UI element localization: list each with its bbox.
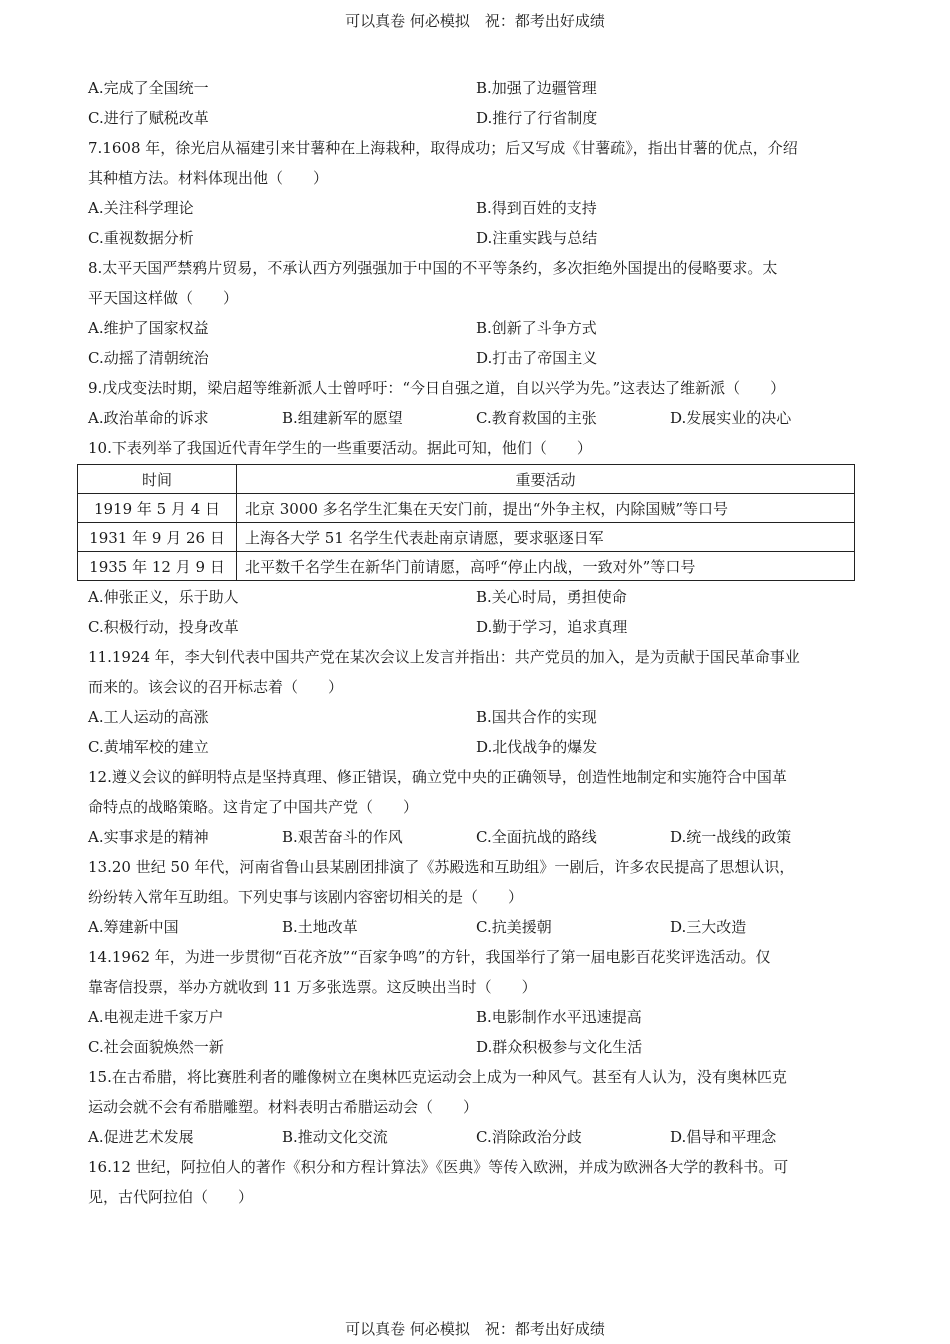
q14-stem-cont: 靠寄信投票，举办方就收到 11 万多张选票。这反映出当时（ ） <box>88 978 537 996</box>
q11-option-c[interactable]: C.黄埔军校的建立 <box>88 738 209 756</box>
q15-stem: 15.在古希腊，将比赛胜利者的雕像树立在奥林匹克运动会上成为一种风气。甚至有人认为，没有奥林匹克 <box>88 1068 787 1086</box>
q14-option-c[interactable]: C.社会面貌焕然一新 <box>88 1038 224 1056</box>
q10-options-row2 <box>88 612 864 642</box>
q8-stem-cont: 平天国这样做（ ） <box>88 289 239 307</box>
q14-option-a[interactable]: A.电视走进千家万户 <box>88 1008 224 1026</box>
q7-option-d[interactable]: D.注重实践与总结 <box>476 229 598 247</box>
page-footer: 可以真卷 何必模拟 祝：都考出好成绩 <box>345 1320 605 1338</box>
table-header-time: 时间 <box>78 465 237 494</box>
q12-option-d[interactable]: D.统一战线的政策 <box>670 828 792 846</box>
q7-options-row2 <box>88 223 864 253</box>
q15-option-b[interactable]: B.推动文化交流 <box>282 1128 388 1146</box>
q10-option-d[interactable]: D.勤于学习，追求真理 <box>476 618 628 636</box>
q10-option-b[interactable]: B.关心时局，勇担使命 <box>476 588 627 606</box>
q10-option-c[interactable]: C.积极行动，投身改革 <box>88 618 239 636</box>
q9-option-c[interactable]: C.教育救国的主张 <box>476 409 597 427</box>
q9-option-a[interactable]: A.政治革命的诉求 <box>88 409 209 427</box>
q10-option-a[interactable]: A.伸张正义，乐于助人 <box>88 588 239 606</box>
q10-activity-table <box>77 464 855 581</box>
page-header: 可以真卷 何必模拟 祝：都考出好成绩 <box>345 12 605 30</box>
q7-stem: 7.1608 年，徐光启从福建引来甘薯种在上海栽种，取得成功；后又写成《甘薯疏》，指出甘薯的优点，介绍 <box>88 139 798 157</box>
q12-option-c[interactable]: C.全面抗战的路线 <box>476 828 597 846</box>
q8-option-b[interactable]: B.创新了斗争方式 <box>476 319 597 337</box>
q11-option-a[interactable]: A.工人运动的高涨 <box>88 708 209 726</box>
q15-options <box>88 1122 864 1152</box>
question-list <box>88 73 864 1212</box>
q7-option-c[interactable]: C.重视数据分析 <box>88 229 194 247</box>
q16-stem-cont: 见，古代阿拉伯（ ） <box>88 1188 254 1206</box>
table-cell-date: 1931 年 9 月 26 日 <box>78 523 237 552</box>
q15-stem-cont: 运动会就不会有希腊雕塑。材料表明古希腊运动会（ ） <box>88 1098 479 1116</box>
q7-options-row1 <box>88 193 864 223</box>
table-cell-activity: 北京 3000 多名学生汇集在天安门前，提出“外争主权，内除国贼”等口号 <box>237 494 855 523</box>
q15-option-a[interactable]: A.促进艺术发展 <box>88 1128 194 1146</box>
q8-option-a[interactable]: A.维护了国家权益 <box>88 319 209 337</box>
q8-option-c[interactable]: C.动摇了清朝统治 <box>88 349 209 367</box>
q14-stem: 14.1962 年，为进一步贯彻“百花齐放”“百家争鸣”的方针，我国举行了第一届电影百花奖评选活动。仅 <box>88 948 771 966</box>
q9-stem: 9.戊戌变法时期，梁启超等维新派人士曾呼吁：“今日自强之道，自以兴学为先。”这表达了维新派（ ） <box>88 379 786 397</box>
q6-option-a[interactable]: A.完成了全国统一 <box>88 79 209 97</box>
table-cell-date: 1919 年 5 月 4 日 <box>78 494 237 523</box>
q10-options-row1 <box>88 582 864 612</box>
q12-option-b[interactable]: B.艰苦奋斗的作风 <box>282 828 403 846</box>
q16-stem: 16.12 世纪，阿拉伯人的著作《积分和方程计算法》《医典》等传入欧洲，并成为欧洲各大学的教科书。可 <box>88 1158 789 1176</box>
table-cell-date: 1935 年 12 月 9 日 <box>78 552 237 581</box>
q11-stem-cont: 而来的。该会议的召开标志着（ ） <box>88 678 344 696</box>
q14-option-d[interactable]: D.群众积极参与文化生活 <box>476 1038 643 1056</box>
q11-options-row1 <box>88 702 864 732</box>
q8-stem: 8.太平天国严禁鸦片贸易，不承认西方列强强加于中国的不平等条约，多次拒绝外国提出的侵略要求。太 <box>88 259 778 277</box>
q13-options <box>88 912 864 942</box>
q13-option-c[interactable]: C.抗美援朝 <box>476 918 552 936</box>
q15-option-c[interactable]: C.消除政治分歧 <box>476 1128 582 1146</box>
q13-stem-cont: 纷纷转入常年互助组。下列史事与该剧内容密切相关的是（ ） <box>88 888 524 906</box>
q8-options-row2 <box>88 343 864 373</box>
q6-options-row2 <box>88 103 864 133</box>
q12-stem: 12.遵义会议的鲜明特点是坚持真理、修正错误，确立党中央的正确领导，创造性地制定和实施符合中国革 <box>88 768 787 786</box>
q7-stem-cont: 其种植方法。材料体现出他（ ） <box>88 169 329 187</box>
q9-options <box>88 403 864 433</box>
q12-options <box>88 822 864 852</box>
table-header-activity: 重要活动 <box>237 465 855 494</box>
q13-option-b[interactable]: B.土地改革 <box>282 918 358 936</box>
table-header-row <box>78 465 855 494</box>
table-cell-activity: 上海各大学 51 名学生代表赴南京请愿，要求驱逐日军 <box>237 523 855 552</box>
q6-option-d[interactable]: D.推行了行省制度 <box>476 109 598 127</box>
q13-stem: 13.20 世纪 50 年代，河南省鲁山县某剧团排演了《苏殿选和互助组》一剧后，许多农民提高了思想认识， <box>88 858 795 876</box>
q6-option-b[interactable]: B.加强了边疆管理 <box>476 79 597 97</box>
q10-stem: 10.下表列举了我国近代青年学生的一些重要活动。据此可知，他们（ ） <box>88 439 592 457</box>
q8-options-row1 <box>88 313 864 343</box>
q11-option-b[interactable]: B.国共合作的实现 <box>476 708 597 726</box>
q14-option-b[interactable]: B.电影制作水平迅速提高 <box>476 1008 642 1026</box>
q14-options-row1 <box>88 1002 864 1032</box>
table-row <box>78 523 855 552</box>
q8-option-d[interactable]: D.打击了帝国主义 <box>476 349 598 367</box>
q13-option-d[interactable]: D.三大改造 <box>670 918 747 936</box>
q11-stem: 11.1924 年，李大钊代表中国共产党在某次会议上发言并指出：共产党员的加入，是为贡献于国民革命事业 <box>88 648 800 666</box>
q14-options-row2 <box>88 1032 864 1062</box>
q12-option-a[interactable]: A.实事求是的精神 <box>88 828 209 846</box>
table-cell-activity: 北平数千名学生在新华门前请愿，高呼“停止内战，一致对外”等口号 <box>237 552 855 581</box>
table-row <box>78 494 855 523</box>
q13-option-a[interactable]: A.筹建新中国 <box>88 918 179 936</box>
q15-option-d[interactable]: D.倡导和平理念 <box>670 1128 777 1146</box>
q6-options-row1 <box>88 73 864 103</box>
q6-option-c[interactable]: C.进行了赋税改革 <box>88 109 209 127</box>
table-row <box>78 552 855 581</box>
q7-option-a[interactable]: A.关注科学理论 <box>88 199 194 217</box>
q11-options-row2 <box>88 732 864 762</box>
q9-option-d[interactable]: D.发展实业的决心 <box>670 409 792 427</box>
q9-option-b[interactable]: B.组建新军的愿望 <box>282 409 403 427</box>
q11-option-d[interactable]: D.北伐战争的爆发 <box>476 738 598 756</box>
q12-stem-cont: 命特点的战略策略。这肯定了中国共产党（ ） <box>88 798 419 816</box>
q7-option-b[interactable]: B.得到百姓的支持 <box>476 199 597 217</box>
